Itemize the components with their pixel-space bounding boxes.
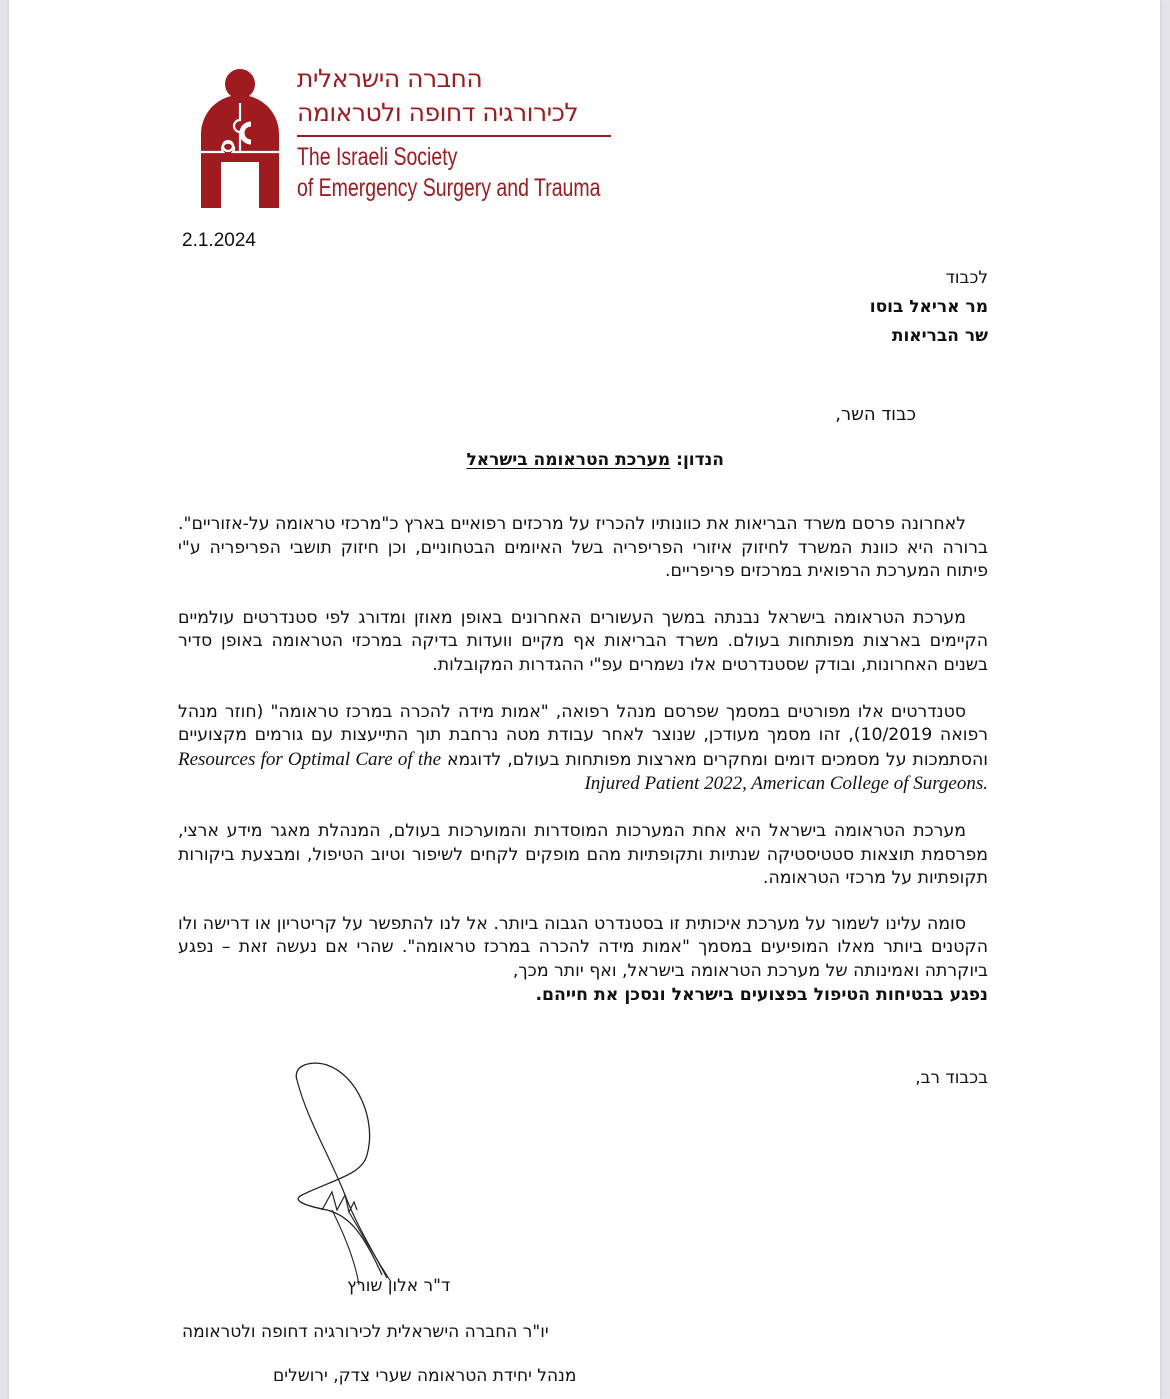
- signer-title-line2: מנהל יחידת הטראומה שערי צדק, ירושלים: [273, 1366, 577, 1386]
- body-paragraph-with-reference: [178, 701, 988, 797]
- recipient-block: [588, 264, 988, 351]
- body-paragraph-text: סומה עלינו לשמור על מערכת איכותית זו בסטנדרט הגבוה ביותר. אל לנו להתפשר על קריטריון או דרישה ולו הקטנים ביותר מאלו המופיעים במסמך "אמות מידה להכרה במרכז טראומה". שהרי אם נעשה זאת – נפגע ביוקרתה ואמינותה של מערכת הטראומה בישראל, ואף יותר מכך,: [178, 913, 988, 981]
- org-name-english-line1: The Israeli Society: [297, 143, 458, 171]
- subject-text: מערכת הטראומה בישראל: [466, 450, 671, 470]
- recipient-honorific: לכבוד: [945, 268, 988, 288]
- letter-date: 2.1.2024: [182, 230, 256, 251]
- body-paragraph-text: סטנדרטים אלו מפורטים במסמך שפרסם מנהל רפואה, "אמות מידה להכרה במרכז טראומה" (חוזר מנהל רפואה 10/2019), זהו מסמך מעודכן, שנוצר לאחר עבודת מטה נרחבת תוך התייעצות עם גורמים מקצועיים והסתמכות על מסמכים דומים ומחקרים מארצות מפותחות בעולם, לדוגמא: [178, 701, 989, 770]
- letter-body: [178, 513, 988, 1007]
- body-paragraph-closing: [178, 913, 988, 1007]
- emphasis-statement: נפגע בבטיחות הטיפול בפצועים בישראל ונסכן את חייהם.: [535, 984, 988, 1005]
- handwritten-signature-icon: [287, 1060, 487, 1290]
- subject-label: הנדון:: [676, 450, 724, 470]
- letter-page: [9, 0, 1160, 1399]
- body-paragraph: מערכת הטראומה בישראל נבנתה במשך העשורים האחרונים באופן מאוזן ומדורג לפי סטנדרטים עולמיים הקיימים בארצות מפותחות בעולם. משרד הבריאות אף מקיים וועדות בדיקה במרכזי הטראומה באופן סדיר בשנים האחרונות, ובודק שסטנדרטים אלו נשמרים עפ"י ההגדרות המקובלות.: [178, 607, 988, 675]
- org-name-hebrew-line2: לכירורגיה דחופה ולטראומה: [297, 98, 579, 127]
- subject-line: [466, 450, 724, 470]
- person-puzzle-logo-icon: [197, 66, 283, 208]
- signer-title-line1: יו"ר החברה הישראלית לכירורגיה דחופה ולטראומה: [182, 1322, 549, 1342]
- body-paragraph: לאחרונה פרסם משרד הבריאות את כוונותיו להכריז על מרכזים רפואיים בארץ כ"מרכזי טראומה על-אזוריים". ברורה היא כוונת המשרד לחיזוק איזורי הפריפריה בשל האיומים הבטחוניים, וכן חיזוק תושבי הפריפריה ע"י פיתוח המערכת הרפואית במרכזים פריפריים.: [178, 514, 988, 582]
- org-name-hebrew-line1: החברה הישראלית: [297, 64, 483, 93]
- closing-phrase: בכבוד רב,: [915, 1068, 988, 1088]
- recipient-title: שר הבריאות: [891, 326, 988, 346]
- logo-wordmark: [297, 62, 613, 204]
- org-name-english-line2: of Emergency Surgery and Trauma: [297, 174, 601, 202]
- signer-name: ד"ר אלון שורץ: [347, 1276, 451, 1296]
- salutation: כבוד השר,: [835, 404, 916, 425]
- logo-divider: [297, 135, 611, 137]
- letterhead-logo: [197, 62, 617, 212]
- recipient-name: מר אריאל בוסו: [869, 297, 988, 317]
- reference-citation: Resources for Optimal Care of the Injured Patient 2022, American College of Surgeons.: [178, 748, 988, 795]
- body-paragraph: מערכת הטראומה בישראל היא אחת המערכות המוסדרות והמוערכות בעולם, המנהלת מאגר מידע ארצי, מפרסמת תוצאות סטטיסטיקה שנתיות ותקופתיות מהם מופקים לקחים לשיפור וטיוב הטיפול, ומבצעת ביקורות תקופתיות על מרכזי הטראומה.: [178, 820, 988, 889]
